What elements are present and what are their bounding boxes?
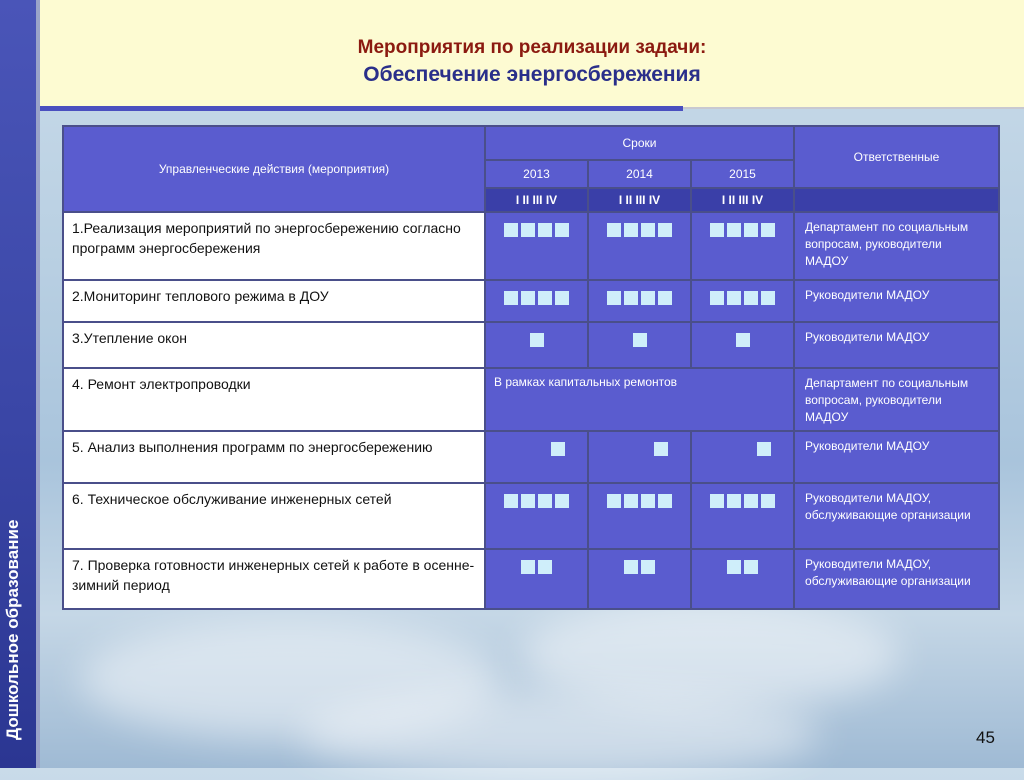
quarter-mark bbox=[654, 442, 668, 456]
responsible-cell: Руководители МАДОУ bbox=[794, 431, 999, 483]
schedule-cell-2015 bbox=[691, 280, 794, 322]
page-number: 45 bbox=[976, 728, 995, 747]
quarter-mark bbox=[624, 291, 638, 305]
schedule-cell-2015 bbox=[691, 549, 794, 609]
quarter-mark bbox=[521, 223, 535, 237]
quarter-mark bbox=[727, 560, 741, 574]
responsible-cell: Руководители МАДОУ bbox=[794, 280, 999, 322]
schedule-marks bbox=[692, 432, 793, 456]
quarter-mark bbox=[641, 560, 655, 574]
schedule-cell-2013 bbox=[485, 431, 588, 483]
schedule-marks bbox=[486, 484, 587, 508]
schedule-marks bbox=[589, 432, 690, 456]
quarter-mark bbox=[641, 223, 655, 237]
schedule-cell-2014 bbox=[588, 212, 691, 280]
schedule-marks bbox=[589, 550, 690, 574]
task-cell: 7. Проверка готовности инженерных сетей к работе в осенне-зимний период bbox=[63, 549, 485, 609]
schedule-cell-2013 bbox=[485, 280, 588, 322]
quarter-mark bbox=[744, 494, 758, 508]
quarter-mark bbox=[736, 333, 750, 347]
year-2014: 2014 bbox=[588, 160, 691, 188]
task-cell: 2.Мониторинг теплового режима в ДОУ bbox=[63, 280, 485, 322]
quarter-mark bbox=[607, 291, 621, 305]
schedule-marks bbox=[692, 213, 793, 237]
schedule-marks bbox=[486, 550, 587, 574]
responsible-cell: Руководители МАДОУ bbox=[794, 322, 999, 368]
schedule-cell-2014 bbox=[588, 322, 691, 368]
schedule-marks bbox=[486, 432, 587, 456]
header-responsible-spacer bbox=[794, 188, 999, 212]
schedule-marks bbox=[692, 323, 793, 347]
responsible-cell: Департамент по социальным вопросам, руководители МАДОУ bbox=[794, 212, 999, 280]
quarter-mark bbox=[521, 560, 535, 574]
sidebar-edge bbox=[36, 0, 40, 768]
schedule-cell-2013 bbox=[485, 212, 588, 280]
quarter-mark bbox=[624, 223, 638, 237]
header-actions: Управленческие действия (мероприятия) bbox=[63, 126, 485, 212]
schedule-cell-2014 bbox=[588, 431, 691, 483]
quarter-mark bbox=[744, 223, 758, 237]
quarter-mark bbox=[757, 442, 771, 456]
quarter-mark bbox=[530, 333, 544, 347]
quarter-mark bbox=[744, 560, 758, 574]
schedule-cell-2013 bbox=[485, 483, 588, 549]
quarter-mark bbox=[504, 223, 518, 237]
slide-title: Мероприятия по реализации задачи: bbox=[357, 37, 707, 58]
table-row bbox=[63, 483, 999, 549]
quarters-2013: I II III IV bbox=[485, 188, 588, 212]
quarter-mark bbox=[658, 494, 672, 508]
schedule-marks bbox=[486, 323, 587, 347]
schedule-cell-2013 bbox=[485, 322, 588, 368]
quarter-mark bbox=[555, 291, 569, 305]
year-2013: 2013 bbox=[485, 160, 588, 188]
task-cell: 4. Ремонт электропроводки bbox=[63, 368, 485, 431]
schedule-marks bbox=[589, 281, 690, 305]
task-cell: 1.Реализация мероприятий по энергосбережению согласно программ энергосбережения bbox=[63, 212, 485, 280]
header-divider-light bbox=[683, 107, 1024, 109]
responsible-cell: Руководители МАДОУ, обслуживающие организации bbox=[794, 483, 999, 549]
quarter-mark bbox=[633, 333, 647, 347]
schedule-marks bbox=[486, 213, 587, 237]
quarter-mark bbox=[555, 494, 569, 508]
quarter-mark bbox=[538, 560, 552, 574]
sidebar-label: Дошкольное образование bbox=[3, 519, 22, 740]
schedule-marks bbox=[692, 550, 793, 574]
quarter-mark bbox=[538, 494, 552, 508]
table-row bbox=[63, 368, 999, 431]
schedule-marks bbox=[589, 323, 690, 347]
quarter-mark bbox=[761, 291, 775, 305]
schedule-marks bbox=[486, 281, 587, 305]
quarters-2015: I II III IV bbox=[691, 188, 794, 212]
quarter-mark bbox=[710, 223, 724, 237]
quarter-mark bbox=[551, 442, 565, 456]
schedule-cell-2015 bbox=[691, 483, 794, 549]
schedule-cell-2014 bbox=[588, 549, 691, 609]
quarter-mark bbox=[641, 291, 655, 305]
table-row bbox=[63, 212, 999, 280]
table-row bbox=[63, 322, 999, 368]
schedule-cell-2015 bbox=[691, 322, 794, 368]
quarter-mark bbox=[761, 494, 775, 508]
quarter-mark bbox=[727, 223, 741, 237]
quarter-mark bbox=[761, 223, 775, 237]
schedule-note: В рамках капитальных ремонтов bbox=[485, 368, 794, 431]
task-cell: 3.Утепление окон bbox=[63, 322, 485, 368]
quarter-mark bbox=[727, 494, 741, 508]
header-responsible: Ответственные bbox=[794, 126, 999, 188]
quarter-mark bbox=[641, 494, 655, 508]
quarter-mark bbox=[727, 291, 741, 305]
slide-subtitle: Обеспечение энергосбережения bbox=[363, 63, 701, 86]
responsible-cell: Руководители МАДОУ, обслуживающие организации bbox=[794, 549, 999, 609]
schedule-marks bbox=[589, 213, 690, 237]
header-terms: Сроки bbox=[485, 126, 794, 160]
quarter-mark bbox=[658, 223, 672, 237]
schedule-marks bbox=[589, 484, 690, 508]
task-cell: 5. Анализ выполнения программ по энергосбережению bbox=[63, 431, 485, 483]
quarter-mark bbox=[521, 291, 535, 305]
table-row bbox=[63, 549, 999, 609]
quarters-2014: I II III IV bbox=[588, 188, 691, 212]
quarter-mark bbox=[521, 494, 535, 508]
schedule-cell-2014 bbox=[588, 483, 691, 549]
quarter-mark bbox=[658, 291, 672, 305]
quarter-mark bbox=[607, 494, 621, 508]
quarter-mark bbox=[504, 291, 518, 305]
task-cell: 6. Техническое обслуживание инженерных сетей bbox=[63, 483, 485, 549]
schedule-cell-2015 bbox=[691, 431, 794, 483]
quarter-mark bbox=[538, 291, 552, 305]
quarter-mark bbox=[624, 560, 638, 574]
schedule-cell-2015 bbox=[691, 212, 794, 280]
quarter-mark bbox=[624, 494, 638, 508]
quarter-mark bbox=[710, 494, 724, 508]
quarter-mark bbox=[710, 291, 724, 305]
quarter-mark bbox=[555, 223, 569, 237]
table-row bbox=[63, 280, 999, 322]
year-2015: 2015 bbox=[691, 160, 794, 188]
quarter-mark bbox=[538, 223, 552, 237]
header-divider bbox=[0, 106, 683, 111]
quarter-mark bbox=[607, 223, 621, 237]
responsible-cell: Департамент по социальным вопросам, руководители МАДОУ bbox=[794, 368, 999, 431]
table-row bbox=[63, 431, 999, 483]
schedule-cell-2014 bbox=[588, 280, 691, 322]
schedule-marks bbox=[692, 484, 793, 508]
quarter-mark bbox=[744, 291, 758, 305]
schedule-marks bbox=[692, 281, 793, 305]
plan-table bbox=[62, 125, 1000, 610]
quarter-mark bbox=[504, 494, 518, 508]
schedule-cell-2013 bbox=[485, 549, 588, 609]
